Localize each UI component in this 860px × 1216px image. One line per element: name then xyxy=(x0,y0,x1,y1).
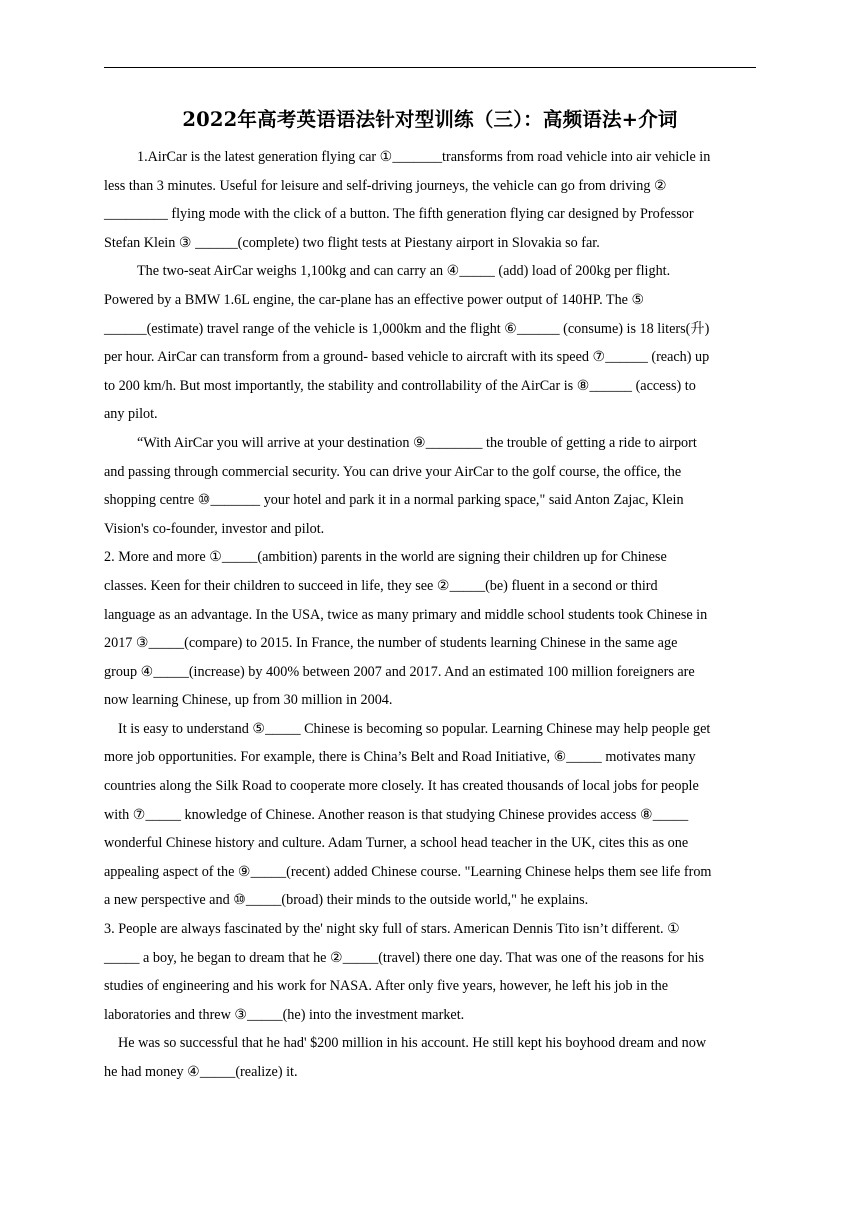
text-line: classes. Keen for their children to succeed in life, they see ②_____(be) fluent in a second or third xyxy=(104,577,658,594)
text-line: studies of engineering and his work for NASA. After only five years, however, he left his job in the xyxy=(104,978,669,995)
text-line: It is easy to understand ⑤_____ Chinese is becoming so popular. Learning Chinese may help people get xyxy=(118,720,711,737)
text-line: _________ flying mode with the click of a button. The fifth generation flying car designed by Professor xyxy=(104,206,694,223)
text-line: more job opportunities. For example, there is China’s Belt and Road Initiative, ⑥_____ motivates many xyxy=(104,749,696,766)
text-line: appealing aspect of the ⑨_____(recent) added Chinese course. "Learning Chinese helps them see life from xyxy=(104,863,712,880)
text-line: countries along the Silk Road to cooperate more closely. It has created thousands of local jobs for people xyxy=(104,778,699,795)
passage-1 xyxy=(104,143,760,543)
text-line: _____ a boy, he began to dream that he ②_____(travel) there one day. That was one of the reasons for his xyxy=(104,949,704,966)
text-line: Powered by a BMW 1.6L engine, the car-plane has an effective power output of 140HP. The ⑤ xyxy=(104,291,645,308)
text-line: he had money ④_____(realize) it. xyxy=(104,1064,298,1080)
text-line: wonderful Chinese history and culture. Adam Turner, a school head teacher in the UK, cites this as one xyxy=(104,835,689,852)
paragraph xyxy=(104,143,760,257)
page-title: 2022年高考英语语法针对型训练（三）：高频语法+介词 xyxy=(182,108,678,131)
text-line: less than 3 minutes. Useful for leisure and self-driving journeys, the vehicle can go from driving ② xyxy=(104,177,667,194)
paragraph xyxy=(104,429,760,543)
text-line: any pilot. xyxy=(104,406,158,423)
text-line: shopping centre ⑩_______ your hotel and park it in a normal parking space," said Anton Zajac, Klein xyxy=(104,492,684,509)
paragraph xyxy=(104,1029,760,1086)
text-line: Stefan Klein ③ ______(complete) two flight tests at Piestany airport in Slovakia so far. xyxy=(104,234,600,251)
text-line: per hour. AirCar can transform from a ground- based vehicle to aircraft with its speed ⑦______ (reach) up xyxy=(104,349,710,366)
text-line: ______(estimate) travel range of the vehicle is 1,000km and the flight ⑥______ (consume) is 18 liters(升) xyxy=(104,320,710,337)
paragraph xyxy=(104,915,760,1029)
paragraph xyxy=(104,543,760,715)
passage-3 xyxy=(104,915,760,1087)
paragraph xyxy=(104,257,760,429)
text-line: 3. People are always fascinated by the' night sky full of stars. American Dennis Tito isn’t different. ① xyxy=(104,921,680,938)
header-rule xyxy=(104,67,756,68)
document-body xyxy=(104,143,760,1087)
text-line: “With AirCar you will arrive at your destination ⑨________ the trouble of getting a ride to airport xyxy=(137,434,697,451)
text-line: 2. More and more ①_____(ambition) parents in the world are signing their children up for Chinese xyxy=(104,549,667,566)
paragraph xyxy=(104,715,760,915)
text-line: He was so successful that he had' $200 million in his account. He still kept his boyhood dream and now xyxy=(118,1035,707,1052)
passage-2 xyxy=(104,543,760,915)
text-line: a new perspective and ⑩_____(broad) their minds to the outside world," he explains. xyxy=(104,892,589,909)
text-line: The two-seat AirCar weighs 1,100kg and can carry an ④_____ (add) load of 200kg per flight. xyxy=(137,263,671,280)
text-line: language as an advantage. In the USA, twice as many primary and middle school students took Chinese in xyxy=(104,606,708,623)
text-line: laboratories and threw ③_____(he) into the investment market. xyxy=(104,1006,465,1023)
text-line: 2017 ③_____(compare) to 2015. In France, the number of students learning Chinese in the same age xyxy=(104,635,678,652)
text-line: group ④_____(increase) by 400% between 2007 and 2017. And an estimated 100 million foreigners are xyxy=(104,663,695,680)
text-line: and passing through commercial security. You can drive your AirCar to the golf course, the office, the xyxy=(104,463,682,480)
text-line: with ⑦_____ knowledge of Chinese. Another reason is that studying Chinese provides access ⑧_____ xyxy=(104,806,689,823)
text-line: to 200 km/h. But most importantly, the stability and controllability of the AirCar is ⑧______ (access) to xyxy=(104,377,696,394)
text-line: 1.AirCar is the latest generation flying car ①_______transforms from road vehicle into air vehicle in xyxy=(137,149,711,165)
text-line: Vision's co-founder, investor and pilot. xyxy=(104,520,325,537)
text-line: now learning Chinese, up from 30 million in 2004. xyxy=(104,692,393,709)
